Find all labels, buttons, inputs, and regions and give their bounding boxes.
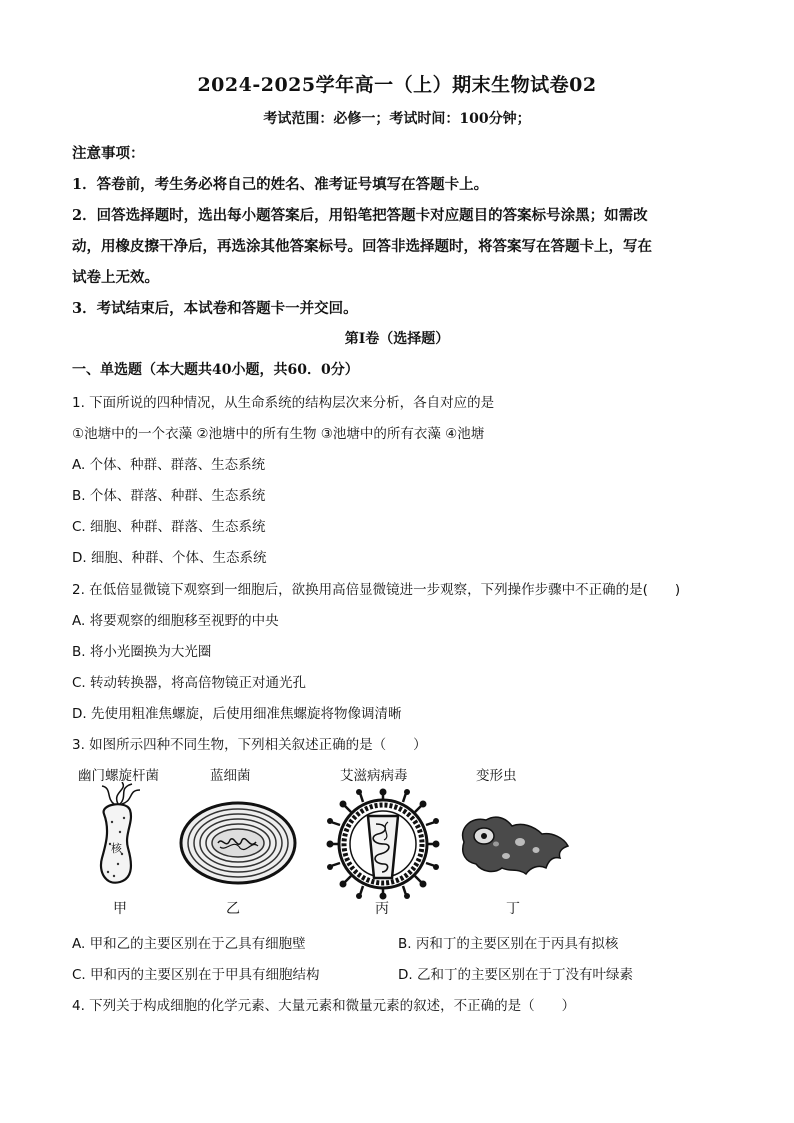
figure-label-cyanobacteria: 蓝细菌 — [210, 768, 251, 784]
volume-heading: 第I卷（选择题） — [344, 331, 450, 347]
q1-option-d[interactable]: D. 细胞、种群、个体、生态系统 — [72, 550, 267, 566]
q1-option-b[interactable]: B. 个体、群落、种群、生态系统 — [72, 488, 266, 504]
page-title: 2024-2025学年高一（上）期末生物试卷02 — [197, 74, 597, 96]
q1-stem: 1. 下面所说的四种情况，从生命系统的结构层次来分析，各自对应的是 — [72, 395, 495, 411]
q2-option-a[interactable]: A. 将要观察的细胞移至视野的中央 — [72, 613, 279, 629]
section-heading: 一、单选题（本大题共40小题，共60．0分） — [72, 362, 359, 378]
figure-letter-yi: 乙 — [226, 901, 240, 917]
q2-option-d[interactable]: D. 先使用粗准焦螺旋，后使用细准焦螺旋将物像调清晰 — [72, 706, 402, 722]
figure-label-h-pylori: 幽门螺旋杆菌 — [78, 768, 159, 784]
nucleoid-glyph: 核 — [111, 842, 122, 855]
q3-stem: 3. 如图所示四种不同生物，下列相关叙述正确的是（ ） — [72, 737, 427, 753]
figure-letter-ding: 丁 — [506, 901, 520, 917]
q1-option-a[interactable]: A. 个体、种群、群落、生态系统 — [72, 457, 266, 473]
figure-label-amoeba: 变形虫 — [476, 768, 517, 784]
q2-option-b[interactable]: B. 将小光圈换为大光圈 — [72, 644, 212, 660]
q2-option-c[interactable]: C. 转动转换器，将高倍物镜正对通光孔 — [72, 675, 307, 691]
q2-stem: 2. 在低倍显微镜下观察到一细胞后，欲换用高倍显微镜进一步观察，下列操作步骤中不正确的是( ) — [72, 582, 681, 598]
notice-item-2-line-3: 试卷上无效。 — [72, 269, 159, 286]
q3-option-a[interactable]: A. 甲和乙的主要区别在于乙具有细胞壁 — [72, 936, 306, 952]
q1-option-c[interactable]: C. 细胞、种群、群落、生态系统 — [72, 519, 266, 535]
hiv-illustration — [326, 788, 440, 900]
amoeba-illustration — [456, 812, 572, 878]
q1-items: ①池塘中的一个衣藻 ②池塘中的所有生物 ③池塘中的所有衣藻 ④池塘 — [72, 426, 485, 442]
notice-item-3: 3．考试结束后，本试卷和答题卡一并交回。 — [72, 300, 358, 317]
figure-letter-jia: 甲 — [113, 901, 127, 917]
notice-heading: 注意事项： — [72, 145, 145, 162]
h-pylori-illustration — [88, 782, 148, 892]
q3-option-c[interactable]: C. 甲和丙的主要区别在于甲具有细胞结构 — [72, 967, 320, 983]
q4-stem: 4. 下列关于构成细胞的化学元素、大量元素和微量元素的叙述，不正确的是（ ） — [72, 998, 576, 1014]
figure-letter-bing: 丙 — [375, 901, 389, 917]
q3-option-b[interactable]: B. 丙和丁的主要区别在于丙具有拟核 — [398, 936, 619, 952]
notice-item-1: 1．答卷前，考生务必将自己的姓名、准考证号填写在答题卡上。 — [72, 176, 489, 193]
q3-option-d[interactable]: D. 乙和丁的主要区别在于丁没有叶绿素 — [398, 967, 633, 983]
notice-item-2-line-1: 2．回答选择题时，选出每小题答案后，用铅笔把答题卡对应题目的答案标号涂黑；如需改 — [72, 207, 648, 224]
cyanobacteria-illustration — [178, 800, 298, 886]
exam-scope: 考试范围：必修一；考试时间：100分钟； — [263, 111, 531, 127]
figure-label-hiv: 艾滋病病毒 — [340, 768, 408, 784]
notice-item-2-line-2: 动，用橡皮擦干净后，再选涂其他答案标号。回答非选择题时，将答案写在答题卡上，写在 — [72, 238, 652, 255]
